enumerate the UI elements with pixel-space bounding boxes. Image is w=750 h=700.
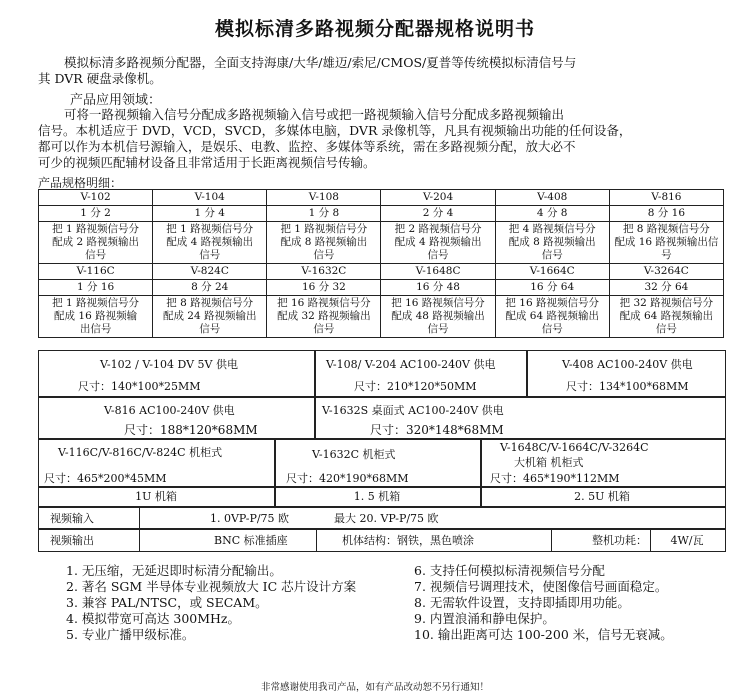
- desc-cell: [381, 296, 495, 338]
- desc-line: 把 32 路视频信号分: [619, 297, 714, 309]
- feature-item: 9. 内置浪涌和静电保护。: [414, 611, 555, 626]
- rack-size-1: 尺寸：465*200*45MM: [44, 472, 167, 485]
- spec-heading: 产品规格明细：: [38, 176, 123, 190]
- power-size-5: 尺寸：320*148*68MM: [370, 423, 504, 437]
- material-text: 机体结构：钢铁，黑色喷涂: [342, 534, 474, 547]
- input-max: 最大 20. VP-P/75 欧: [334, 512, 439, 525]
- desc-line: 配成 2 路视频输出: [52, 236, 139, 248]
- desc-line: 配成 8 路视频输出: [280, 236, 368, 248]
- desc-cell: [153, 222, 267, 264]
- input-value: 1. 0VP-P/75 欧: [210, 512, 290, 525]
- desc-line: 把 2 路视频信号分: [394, 223, 482, 235]
- document-title: 模拟标清多路视频分配器规格说明书: [214, 18, 535, 40]
- model-cell: V-408: [495, 190, 609, 206]
- model-cell: V-1632C: [267, 264, 381, 280]
- rack-title-3a: V-1648C/V-1664C/V-3264C: [500, 441, 649, 454]
- rack-title-2: V-1632C 机柜式: [312, 448, 396, 461]
- ratio-cell: 8 分 16: [609, 206, 723, 222]
- desc-line: 配成 16 路视频输: [54, 310, 138, 322]
- desc-line: 把 1 路视频信号分: [52, 223, 139, 235]
- desc-cell: [381, 222, 495, 264]
- model-cell: V-102: [39, 190, 153, 206]
- power-size-2: 尺寸：210*120*50MM: [354, 380, 477, 393]
- desc-line: 号: [661, 249, 672, 261]
- table-row: [39, 264, 724, 280]
- power-title-5: V-1632S 桌面式 AC100-240V 供电: [322, 404, 504, 417]
- ratio-cell: 1 分 4: [153, 206, 267, 222]
- desc-line: 把 1 路视频信号分: [280, 223, 368, 235]
- feature-item: 6. 支持任何模拟标清视频信号分配: [414, 563, 605, 578]
- output-value: BNC 标准插座: [214, 534, 288, 547]
- desc-line: 配成 48 路视频输出: [391, 310, 485, 322]
- feature-item: 7. 视频信号调理技术，使图像信号画面稳定。: [414, 579, 668, 594]
- desc-line: 配成 4 路视频输出: [394, 236, 482, 248]
- ratio-cell: 2 分 4: [381, 206, 495, 222]
- desc-line: 信号: [541, 323, 563, 335]
- table-row: [39, 190, 724, 206]
- table-row: [39, 280, 724, 296]
- desc-line: 信号: [427, 323, 449, 335]
- rack-size-2: 尺寸：420*190*68MM: [286, 472, 409, 485]
- table-row: [39, 206, 724, 222]
- desc-line: 把 1 路视频信号分: [166, 223, 254, 235]
- power-size-3: 尺寸：134*100*68MM: [566, 380, 689, 393]
- desc-cell: [609, 296, 723, 338]
- power-title-2: V-108/ V-204 AC100-240V 供电: [326, 358, 496, 371]
- desc-line: 把 16 路视频信号分: [505, 297, 599, 309]
- desc-line: 出信号: [79, 323, 112, 335]
- desc-line: 配成 64 路视频输出: [505, 310, 599, 322]
- desc-line: 信号: [541, 249, 563, 261]
- ratio-cell: 32 分 64: [609, 280, 723, 296]
- desc-line: 配成 16 路视频输出信: [614, 236, 719, 248]
- feature-item: 5. 专业广播甲级标准。: [66, 627, 195, 642]
- ratio-cell: 4 分 8: [495, 206, 609, 222]
- rack-title-1: V-116C/V-816C/V-824C 机柜式: [58, 446, 223, 459]
- desc-cell: [153, 296, 267, 338]
- feature-item: 2. 著名 SGM 半导体专业视频放大 IC 芯片设计方案: [66, 579, 357, 594]
- feature-item: 4. 模拟带宽可高达 300MHz。: [66, 611, 241, 626]
- application-heading: 产品应用领域：: [70, 93, 162, 108]
- chassis-2: 1. 5 机箱: [353, 490, 401, 503]
- power-title-4: V-816 AC100-240V 供电: [104, 404, 235, 417]
- ratio-cell: 16 分 48: [381, 280, 495, 296]
- desc-line: 把 1 路视频信号分: [52, 297, 139, 309]
- desc-line: 信号: [85, 249, 107, 261]
- desc-cell: [39, 222, 153, 264]
- model-cell: V-104: [153, 190, 267, 206]
- intro-line-1: 模拟标清多路视频分配器，全面支持海康/大华/雄迈/索尼/CMOS/夏普等传统模拟标清信号与: [64, 55, 577, 70]
- application-line-3: 都可以作为本机信号源输入，是娱乐、电教、监控、多媒体等系统，需在多路视频分配，放大必不: [38, 139, 576, 154]
- power-title-3: V-408 AC100-240V 供电: [562, 358, 693, 371]
- rack-title-3b: 大机箱 机柜式: [514, 456, 584, 469]
- footer-note: 非常感谢使用我司产品，如有产品改动恕不另行通知！: [260, 682, 489, 693]
- ratio-cell: 1 分 2: [39, 206, 153, 222]
- rack-size-3: 尺寸：465*190*112MM: [490, 472, 620, 485]
- feature-item: 1. 无压缩，无延迟即时标清分配输出。: [66, 563, 282, 578]
- model-cell: V-824C: [153, 264, 267, 280]
- model-cell: V-108: [267, 190, 381, 206]
- application-line-4: 可少的视频匹配辅材设备且非常适用于长距离视频信号传输。: [38, 155, 376, 170]
- feature-item: 3. 兼容 PAL/NTSC，或 SECAM。: [66, 595, 268, 610]
- feature-item: 8. 无需软件设置，支持即插即用功能。: [414, 595, 630, 610]
- table-row: [39, 296, 724, 338]
- desc-line: 把 4 路视频信号分: [508, 223, 596, 235]
- desc-line: 信号: [313, 249, 335, 261]
- desc-cell: [609, 222, 723, 264]
- ratio-cell: 16 分 64: [495, 280, 609, 296]
- power-size-4: 尺寸：188*120*68MM: [124, 423, 258, 437]
- desc-line: 把 8 路视频信号分: [166, 297, 254, 309]
- desc-line: 配成 24 路视频输出: [162, 310, 257, 322]
- model-cell: V-1648C: [381, 264, 495, 280]
- desc-line: 把 16 路视频信号分: [277, 297, 371, 309]
- chassis-1: 1U 机箱: [135, 490, 177, 503]
- desc-line: 信号: [655, 323, 677, 335]
- power-title-1: V-102 / V-104 DV 5V 供电: [100, 358, 238, 371]
- desc-line: 配成 8 路视频输出: [508, 236, 596, 248]
- desc-line: 把 8 路视频信号分: [622, 223, 710, 235]
- desc-line: 配成 32 路视频输出: [277, 310, 371, 322]
- application-line-2: 信号。本机适应于 DVD，VCD，SVCD，多媒体电脑，DVR 录像机等，凡具有视频输出功能的任何设备，: [38, 123, 632, 138]
- desc-cell: [495, 296, 609, 338]
- model-cell: V-3264C: [609, 264, 723, 280]
- chassis-3: 2. 5U 机箱: [574, 490, 630, 503]
- table-row: [39, 222, 724, 264]
- desc-line: 把 16 路视频信号分: [391, 297, 485, 309]
- intro-line-2: 其 DVR 硬盘录像机。: [38, 71, 162, 86]
- ratio-cell: 1 分 16: [39, 280, 153, 296]
- desc-cell: [267, 296, 381, 338]
- model-cell: V-1664C: [495, 264, 609, 280]
- output-label: 视频输出: [50, 534, 94, 547]
- ratio-cell: 16 分 32: [267, 280, 381, 296]
- model-cell: V-116C: [39, 264, 153, 280]
- desc-cell: [39, 296, 153, 338]
- desc-cell: [495, 222, 609, 264]
- input-label: 视频输入: [50, 512, 94, 525]
- ratio-cell: 1 分 8: [267, 206, 381, 222]
- desc-line: 配成 4 路视频输出: [166, 236, 254, 248]
- power-label: 整机功耗：: [592, 534, 647, 547]
- power-value: 4W/瓦: [670, 534, 704, 547]
- model-cell: V-816: [609, 190, 723, 206]
- feature-item: 10. 输出距离可达 100-200 米，信号无衰减。: [414, 627, 673, 642]
- application-line-1: 可将一路视频输入信号分配成多路视频输入信号或把一路视频输入信号分配成多路视频输出: [64, 107, 565, 122]
- power-size-1: 尺寸：140*100*25MM: [78, 380, 201, 393]
- spec-table: [38, 189, 724, 338]
- desc-line: 信号: [199, 249, 221, 261]
- ratio-cell: 8 分 24: [153, 280, 267, 296]
- desc-line: 信号: [199, 323, 221, 335]
- desc-line: 信号: [427, 249, 449, 261]
- desc-line: 配成 64 路视频输出: [619, 310, 714, 322]
- desc-cell: [267, 222, 381, 264]
- model-cell: V-204: [381, 190, 495, 206]
- desc-line: 信号: [313, 323, 335, 335]
